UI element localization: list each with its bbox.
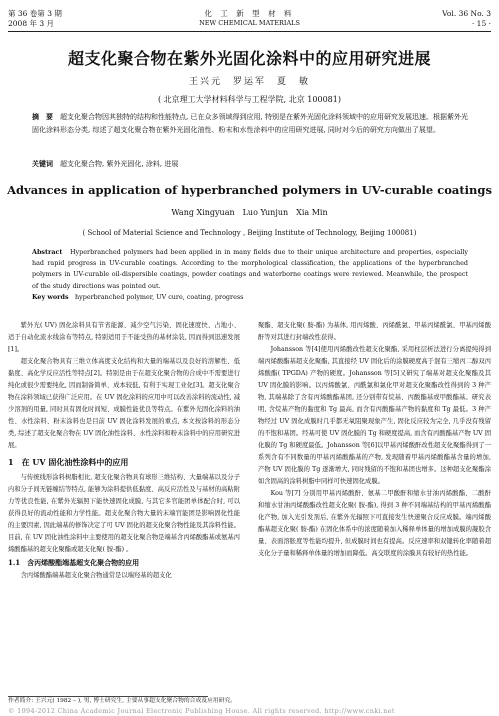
header-date-cn: 2008 年 3 月 <box>8 19 55 28</box>
footnote-rule <box>8 696 208 697</box>
header-rule <box>8 31 491 32</box>
right-column <box>258 320 491 694</box>
left-para-2: 超支化聚合物具有三维立体高度支化结构和大量的端基以及良好的溶解性、低黏度、高化学反应活性等特点[2]。特别是由于在超支化聚合物的合成中不需要进行纯化或很少需要纯化, 因而制备简单、成本较低, 有利于实现工业化[3]。超支化聚合物在涂料领域已获得广泛应用。在 UV 固化涂料的应用中可以改善涂料的流动性, 减少溶剂的用量, 同时具有固化时间短、成膜性能优良等特点。在紫外光固化涂料的油性、水性涂料、粉末涂料也是目前 UV 固化涂料发展的重点, 本文按涂料的形态分类, 综述了超支化聚合物在 UV 固化油性涂料、水性涂料和粉末涂料中的应用研究进展。 <box>8 358 240 449</box>
authors-cn: 王兴元 罗运军 夏 敏 <box>188 77 310 87</box>
keywords-cn-label: 关键词 <box>32 159 53 168</box>
abstract-en-text: Hyperbranched polymers had been applied in in many fields due to their unique architecture and properties, especially had rapid progress in UV-curable coatings. According to the morphological classification, the applications of the hyperbranched polymers in UV-curable oil-dispersible coatings, powder coatings and waterborne coatings were reviewed. Meanwhile, the prospect of the study directions was pointed out. <box>32 248 469 290</box>
right-para-1: 聚酯、超支化聚( 胺-酯) 为基体, 用丙烯酸、丙烯酰氯、甲基丙烯酰氯、甲基丙烯酸酐等对其进行封端改性获得。 <box>258 322 491 341</box>
section-heading-1: 1 在 UV 固化油性涂料中的应用 <box>8 457 129 467</box>
abstract-cn-label: 摘 要 <box>32 112 54 121</box>
authors-en: Wang Xingyuan Luo Yunjun Xia Min <box>171 208 328 217</box>
footnote-author: 作者简介: 王兴元( 1982 – ), 男, 博士研究生, 主要从事超支化聚合物的合成及应用研究。 <box>8 698 237 704</box>
keywords-cn <box>32 159 468 169</box>
header-volume-cn: 第 36 卷第 3 期 <box>8 9 62 18</box>
right-para-2: Johansson 等[4]使用丙烯酸改性超支化聚酯, 采用柱层析法进行分离提纯得到端丙烯酸酯基超支化聚酯, 其直接经 UV 固化后的涂膜硬度高于混有三缩丙二醇双丙烯酸酯( TPGDA) 产物的硬度。Johansson 等[5]又研究了端基对超支化聚酯及其 UV 固化膜的影响。以丙烯酸氯、丙酰氯和氯化甲对超支化聚酯改性得到的 3 种产物, 其端基除了含有丙烯酸酯基团, 还分别带有烷基、丙酸酯基或甲酸酯基。研究表明, 含烷基产物的黏度和 Tg 最高, 而含有丙酸酯基产物的黏度和 Tg 最低。3 种产物经过 UV 固化成膜时几乎都无氧阻聚现象产生, 固化反应较为完全, 几乎没有残留的不饱和基团。经基可使 UV 固化膜的 Tg 和硬度提高, 而含有丙酸酯基产物 UV 固化膜的 Tg 和硬度最低。Johansson 等[6]以甲基丙烯酸酐改性超支化聚酯得到了一系列含有不同数量的甲基丙烯酸酯基的产物, 发现随着甲基丙烯酸酯基含量的增加, 产物 UV 固化膜的 Tg 逐渐增大, 同时残留的不饱和基团也增多。这种超支化聚酯涂如含固高的涂料树脂中同样可快速固化成膜。 <box>258 346 491 485</box>
left-para-4: 含丙烯酸酯端基超支化聚合物通常是以端羟基的超支化 <box>20 572 172 579</box>
keywords-en <box>32 292 468 301</box>
header-journal-cn: 化 工 新 型 材 料 <box>204 9 295 18</box>
header-volume-en: Vol. 36 No. 3 <box>442 9 491 18</box>
right-para-3: Kou 等[7] 分别用甲基丙烯酸酐、氨基二甲酸酐和缩水甘油丙烯酸酯、二酸酐和缩水甘油丙烯酸酯改性超支化聚( 胺-酯), 得到 3 种不同端基结构的甲基丙烯酸酯化产物, 加入光引发剂后, 在紫外光辐照下可直接发生快速聚合反应成膜。端丙烯酸酯基超支化聚( 胺-酯) 在固化体系中的浓度随着加入稀释单体量的增加成膜的凝胶含量、表面溶胀度等性能均提升, 但成膜时间也有提高。反应速率和双键转化率随着超支化分子量和稀释单体量的增加而降低。高交联度的涂膜具有较好的热性能。 <box>258 490 491 557</box>
abstract-cn-text: 超支化聚合物因其独特的结构和性能特点, 已在众多领域得到应用, 特别是在紫外光固化涂料领域中的应用研究发展迅速。根据紫外光固化涂料形态分类, 综述了超支化聚合物在紫外光固化油性、粉末和水性涂料中的应用研究进展, 同时对今后的研究方向做出了展望。 <box>32 113 469 134</box>
affiliation-en: ( School of Material Science and Technology , Beijing Institute of Technology, Beijing 100081) <box>82 229 417 237</box>
title-cn: 超支化聚合物在紫外光固化涂料中的应用研究进展 <box>67 49 431 68</box>
left-para-1: 紫外光( UV) 固化涂料具有节省能源、减少空气污染、固化速度快、占地小、适于自动化流水线涂布等特点, 特别适用于不能受热的基材涂装, 因而得到迅速发展[1]。 <box>8 322 240 353</box>
watermark-copyright: © 1994-2012 China Academic Journal Electronic Publishing House. All rights reserved. http://www.cnki.net <box>8 707 395 715</box>
left-column <box>8 320 240 694</box>
title-en: Advances in application of hyperbranched polymers in UV-curable coatings <box>7 183 492 197</box>
abstract-en <box>32 247 468 292</box>
abstract-cn <box>32 111 468 136</box>
keywords-en-label: Key words <box>32 293 69 301</box>
left-para-3: 与传统线形涂料树脂相比, 超支化聚合物具有球形三维结构、大量端基以及分子内和分子间无链缠结等特点, 能够为涂料提供低黏度、高反应活性及与基材的高粘附力等优良性能, 在紫外光辐照下能快速固化成膜, 与其它多官能团单体配合时, 可以获得良好的流动性能和力学性能。超支化聚合物大量的末端官能团是影响固化性能的主要因素, 因此端基的修饰决定了可 UV 固化的超支化聚合物性能及其涂料性能。目前, 在 UV 固化油性涂料中主要使用的超支化聚合物是端基含丙烯酸酯基或氨基丙烯酸酯基的超支化聚酯或超支化聚( 胺-酯) 。 <box>8 474 240 553</box>
header-page-number: · 15 · <box>471 19 491 28</box>
subsection-heading-1-1: 1.1 含丙烯酸酯端基超支化聚合物的应用 <box>8 558 140 567</box>
keywords-en-text: hyperbranched polymer, UV cure, coating, progress <box>75 293 244 301</box>
abstract-en-label: Abstract <box>32 248 63 256</box>
affiliation-cn: ( 北京理工大学材料科学与工程学院, 北京 100081) <box>158 95 341 104</box>
header-journal-en: NEW CHEMICAL MATERIALS <box>199 19 300 27</box>
keywords-cn-text: 超支化聚合物, 紫外光固化, 涂料, 进展 <box>60 160 179 168</box>
